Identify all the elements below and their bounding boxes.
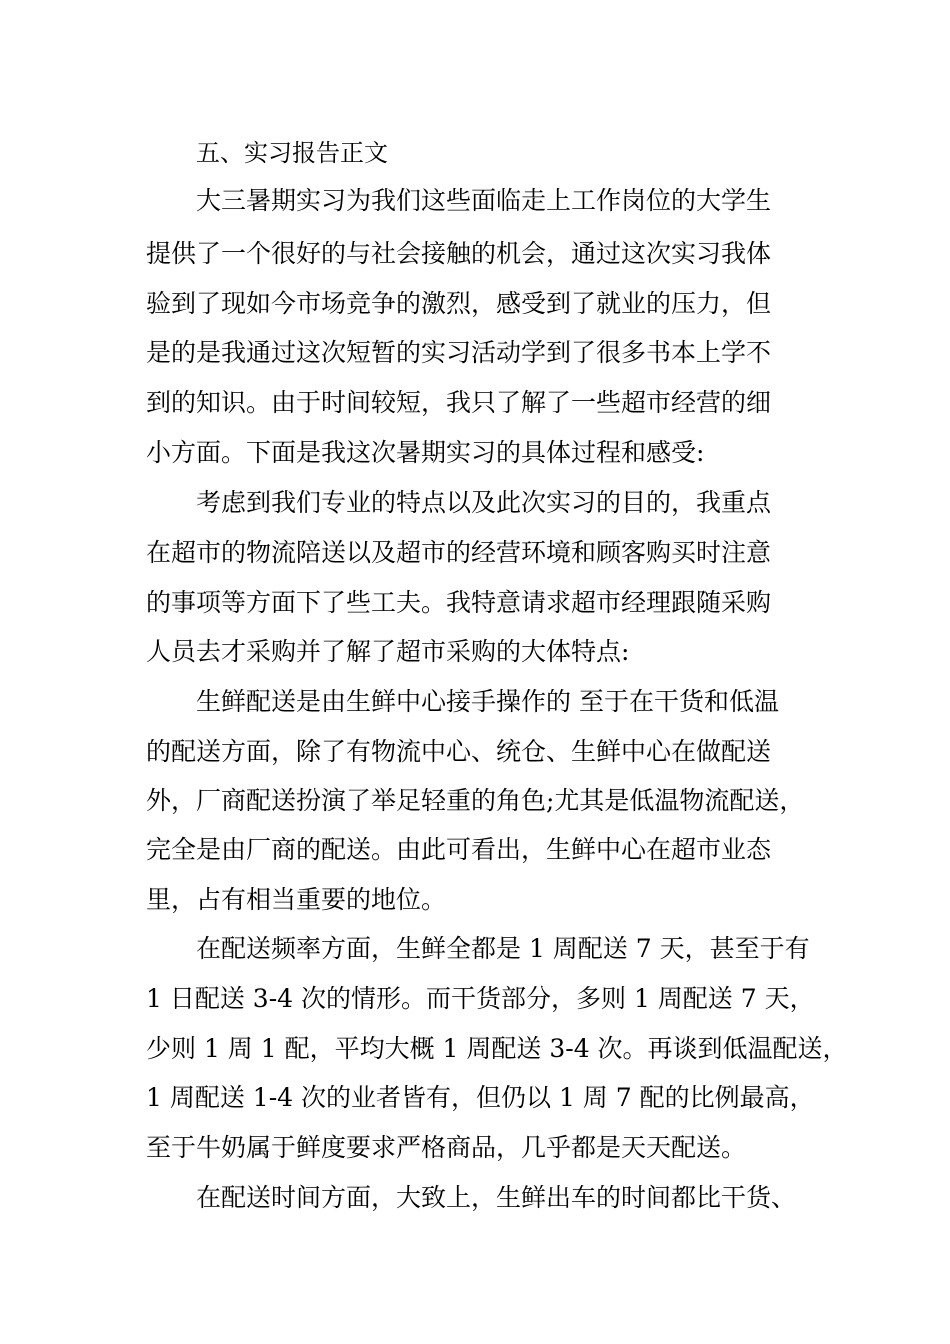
section-heading: 五、实习报告正文 [196, 139, 388, 167]
paragraph-line: 的事项等方面下了些工夫。我特意请求超市经理跟随采购 [146, 588, 772, 617]
paragraph-line: 生鲜配送是由生鲜中心接手操作的 至于在干货和低温 [196, 687, 779, 716]
paragraph-line: 验到了现如今市场竞争的激烈，感受到了就业的压力，但 [146, 289, 772, 318]
paragraph-line: 在超市的物流陪送以及超市的经营环境和顾客购买时注意 [146, 538, 772, 567]
paragraph-line: 到的知识。由于时间较短，我只了解了一些超市经营的细 [146, 388, 772, 417]
paragraph-line: 人员去才采购并了解了超市采购的大体特点: [146, 637, 630, 666]
paragraph-line: 外，厂商配送扮演了举足轻重的角色;尤其是低温物流配送， [146, 786, 805, 815]
paragraph-line: 1 日配送 3-4 次的情形。而干货部分，多则 1 周配送 7 天， [146, 984, 815, 1013]
paragraph-line: 考虑到我们专业的特点以及此次实习的目的，我重点 [196, 488, 772, 517]
paragraph-line: 提供了一个很好的与社会接触的机会，通过这次实习我体 [146, 239, 772, 268]
paragraph-line: 完全是由厂商的配送。由此可看出，生鲜中心在超市业态 [146, 835, 772, 864]
paragraph-line: 的配送方面，除了有物流中心、统仓、生鲜中心在做配送 [146, 737, 772, 766]
paragraph-line: 在配送时间方面，大致上，生鲜出车的时间都比干货、 [196, 1183, 797, 1212]
paragraph-line: 里，占有相当重要的地位。 [146, 885, 447, 914]
paragraph-line: 在配送频率方面，生鲜全都是 1 周配送 7 天，甚至于有 [196, 934, 810, 963]
paragraph-line: 至于牛奶属于鲜度要求严格商品，几乎都是天天配送。 [146, 1133, 747, 1162]
paragraph-line: 1 周配送 1-4 次的业者皆有，但仍以 1 周 7 配的比例最高， [146, 1083, 815, 1112]
paragraph-line: 是的是我通过这次短暂的实习活动学到了很多书本上学不 [146, 338, 772, 367]
paragraph-line: 大三暑期实习为我们这些面临走上工作岗位的大学生 [196, 186, 772, 215]
paragraph-line: 小方面。下面是我这次暑期实习的具体过程和感受: [146, 438, 705, 467]
paragraph-line: 少则 1 周 1 配，平均大概 1 周配送 3-4 次。再谈到低温配送， [146, 1034, 848, 1063]
